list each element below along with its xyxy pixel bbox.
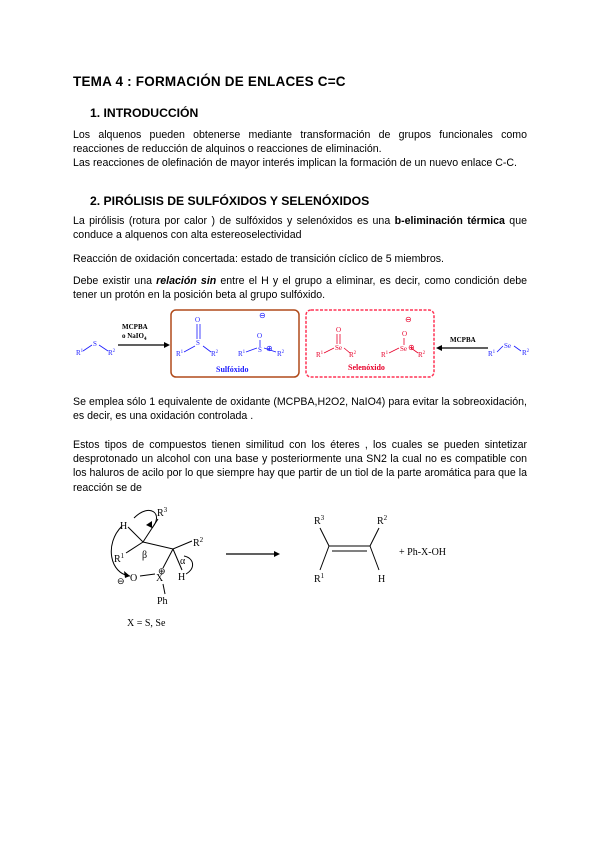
sulfoxide-r1-2: $R^1$ xyxy=(238,350,246,358)
product-h: H xyxy=(378,574,386,585)
sulfide-r2: $R^2$ xyxy=(108,349,116,357)
p1-text-a: La pirólisis (rotura por calor ) de sulfóxidos y selenóxidos es una xyxy=(73,215,395,227)
selenoxide-se-2: Se xyxy=(400,345,407,353)
selenoxide-r2-2: $R^2$ xyxy=(418,351,426,359)
selenide-r1: $R^1$ xyxy=(488,350,496,358)
ts-r1: $R^1$ xyxy=(114,552,125,565)
section-1-paragraph-2: Las reacciones de olefinación de mayor interés implican la formación de un nuevo enlace C-C. xyxy=(73,157,518,169)
product-bonds xyxy=(320,528,379,570)
sulfoxide-minus: ⊖ xyxy=(259,311,266,320)
arrow-left-head xyxy=(164,342,170,348)
byproduct: + Ph-X-OH xyxy=(399,547,447,558)
section-2-heading: 2. PIRÓLISIS DE SULFÓXIDOS Y SELENÓXIDOS xyxy=(90,194,370,208)
product-r2: $R^2$ xyxy=(377,514,388,527)
p3-text-a: Debe existir una xyxy=(73,275,157,287)
ts-r2: $R^2$ xyxy=(193,536,204,549)
product-r1: $R^1$ xyxy=(314,572,325,585)
ts-oxygen: O xyxy=(130,573,138,584)
sulfide-r1: $R^1$ xyxy=(76,349,84,357)
section-2-paragraph-2: Reacción de oxidación concertada: estado de transición cíclico de 5 miembros. xyxy=(73,253,444,265)
selenoxide-plus: ⊕ xyxy=(408,343,415,352)
sulfoxide-s-2: S xyxy=(258,346,262,354)
section-2-paragraph-1 xyxy=(73,214,527,242)
section-1-paragraph-1: Los alquenos pueden obtenerse mediante transformación de grupos funcionales como reacciones de reducción de alquinos o reacciones de eliminación. xyxy=(73,129,527,156)
ts-minus: ⊖ xyxy=(117,576,125,586)
ts-alpha: α xyxy=(180,556,186,567)
selenoxide-minus: ⊖ xyxy=(405,315,412,324)
sulfoxide-r1-1: $R^1$ xyxy=(176,350,184,358)
sulfoxide-r2-2: $R^2$ xyxy=(277,350,285,358)
ts-x: X xyxy=(156,573,164,584)
ts-ph: Ph xyxy=(157,596,168,607)
sulfoxide-plus: ⊕ xyxy=(266,344,273,353)
product-r3: $R^3$ xyxy=(314,514,325,527)
reagent-mcpba-right: MCPBA xyxy=(450,336,476,344)
syn-elimination-scheme xyxy=(100,504,520,630)
curved-arrow-head-2 xyxy=(146,521,152,528)
selenide-se: Se xyxy=(504,342,511,350)
sulfoxide-o-1: O xyxy=(195,316,201,324)
arrow-right-head xyxy=(436,345,442,351)
section-2-paragraph-4: Se emplea sólo 1 equivalente de oxidante (MCPBA,H2O2, NaIO4) para evitar la sobreoxidación, es decir, es una oxidación controlada . xyxy=(73,396,527,423)
reagent-naio4: o NaIO$_4$ xyxy=(122,332,147,342)
sulfoxide-r2-1: $R^2$ xyxy=(211,350,219,358)
reagent-mcpba-left: MCPBA xyxy=(122,323,148,331)
selenide-r2: $R^2$ xyxy=(522,349,530,357)
section-2-paragraph-5: Estos tipos de compuestos tienen similitud con los éteres , los cuales se pueden sintetizar desprotonado un alcohol con una base y posteriormente una SN2 la cual no es compatible con los haluros de acilo por lo que siempre hay que partir de un tiol de la parte aromática para que la reacción se de xyxy=(73,439,527,494)
ts-beta: β xyxy=(142,550,148,561)
selenoxide-r2-1: $R^2$ xyxy=(349,351,357,359)
p3-text-c: entre el H y el grupo a eliminar, es decir, como condición debe tener un protón en la posición beta al grupo sulfóxido. xyxy=(73,275,527,302)
section-1-heading: 1. INTRODUCCIÓN xyxy=(90,106,199,120)
p3-bold-term: relación sin xyxy=(156,275,217,287)
page-title: TEMA 4 : FORMACIÓN DE ENLACES C=C xyxy=(73,74,346,89)
selenoxido-label: Selenóxido xyxy=(348,363,385,372)
caption-x-equals: X = S, Se xyxy=(127,618,166,629)
selenoxide-r1-2: $R^1$ xyxy=(381,351,389,359)
sulfoxide-o-2: O xyxy=(257,332,263,340)
selenoxide-r1-1: $R^1$ xyxy=(316,351,324,359)
ts-r3: $R^3$ xyxy=(157,506,168,519)
selenoxide-se-1: Se xyxy=(335,344,342,352)
p1-bold-term: b-eliminación térmica xyxy=(394,215,505,227)
sulfide-s-atom: S xyxy=(93,340,97,348)
p1-text-c: que conduce a alquenos con alta estereoselectividad xyxy=(73,215,527,242)
ts-h-alpha: H xyxy=(178,572,186,583)
section-2-paragraph-3 xyxy=(73,274,527,302)
selenoxide-o-1: O xyxy=(336,326,342,334)
ts-h-beta: H xyxy=(120,521,128,532)
sulfoxide-s-1: S xyxy=(196,339,200,347)
oxidation-scheme xyxy=(68,308,534,380)
sulfoxido-label: Sulfóxido xyxy=(216,365,249,374)
reaction-arrow-head xyxy=(274,551,280,557)
ts-plus: ⊕ xyxy=(158,566,166,576)
selenoxide-o-2: O xyxy=(402,330,408,338)
